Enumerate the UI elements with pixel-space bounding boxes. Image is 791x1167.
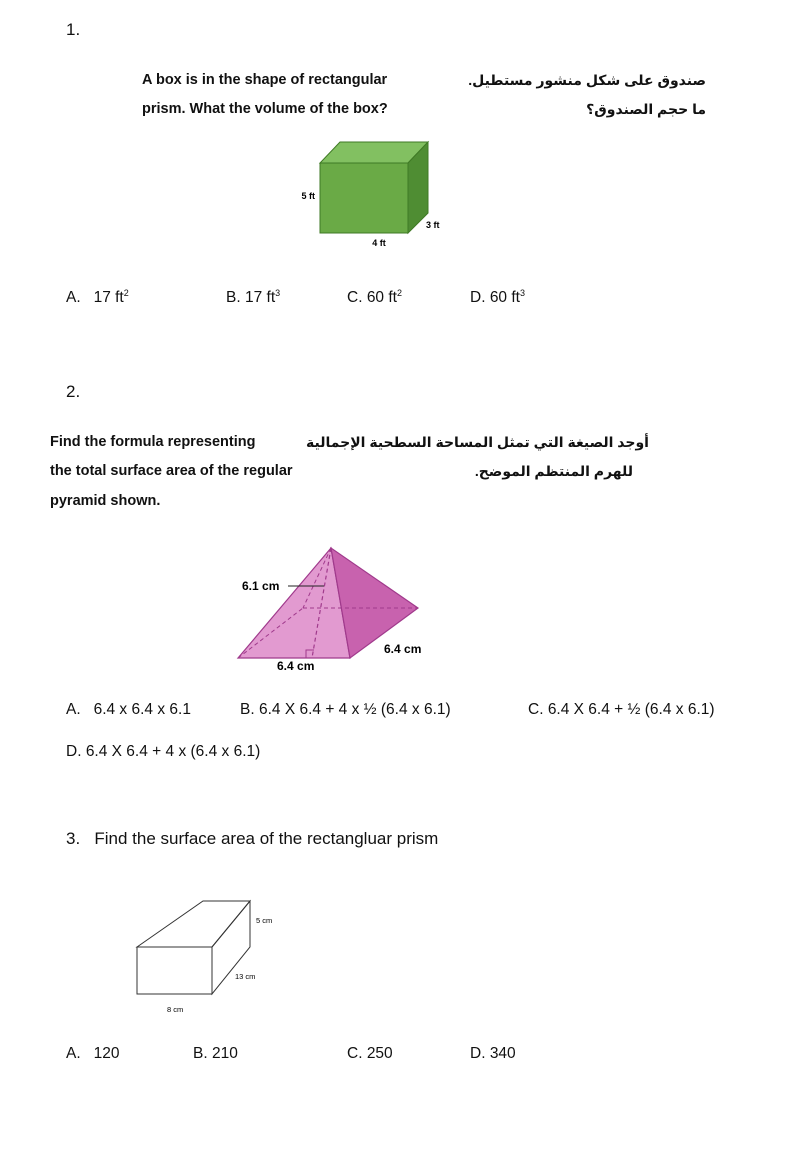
choice-value: 60 ft (489, 289, 520, 306)
choice-letter: A. (66, 1045, 81, 1062)
question-1-prompt-ar-line2: ما حجم الصندوق؟ (586, 101, 706, 117)
question-1-box-figure (300, 135, 450, 255)
question-3-prompt: Find the surface area of the rectangluar prism (94, 829, 439, 848)
question-3-choice-c[interactable] (347, 1045, 393, 1063)
pyramid-base-label: 6.4 cm (277, 659, 315, 673)
question-3-choice-d[interactable] (470, 1045, 516, 1063)
question-1-prompt-en-line2: prism. What the volume of the box? (142, 101, 388, 117)
choice-value: 120 (93, 1045, 120, 1062)
question-2-prompt-ar-line1: أوجد الصيغة التي تمثل المساحة السطحية الإجمالية (306, 434, 649, 450)
question-2-prompt-en-line2: the total surface area of the regular (50, 463, 293, 479)
choice-value: 60 ft (366, 289, 397, 306)
choice-text: 6.4 x 6.4 x 6.1 (93, 701, 191, 718)
pyramid-front-face (238, 548, 350, 658)
choice-exponent: 2 (396, 287, 402, 298)
question-2-choice-b[interactable] (240, 701, 451, 719)
box-width-label: 4 ft (372, 238, 386, 248)
prism-top-face (137, 901, 250, 947)
question-3-prism-figure (125, 893, 300, 1021)
choice-letter: A. (66, 701, 81, 718)
prism-width-label: 8 cm (167, 1005, 184, 1014)
choice-value: 340 (489, 1045, 516, 1062)
choice-letter: D. (470, 289, 486, 306)
question-3-heading (66, 829, 438, 849)
choice-value: 17 ft (93, 289, 124, 306)
prism-front-face (137, 947, 212, 994)
question-2-choice-a[interactable] (66, 701, 191, 719)
choice-value: 17 ft (244, 289, 276, 306)
choice-letter: C. (347, 289, 363, 306)
question-2-choice-c[interactable] (528, 701, 715, 719)
question-2-choice-d[interactable] (66, 743, 260, 761)
choice-text: 6.4 X 6.4 + ½ (6.4 x 6.1) (547, 701, 715, 718)
question-2-prompt-en-line1: Find the formula representing (50, 434, 256, 450)
question-2-pyramid-figure (230, 540, 440, 675)
choice-text: 6.4 X 6.4 + 4 x (6.4 x 6.1) (85, 743, 261, 760)
box-depth-label: 3 ft (426, 220, 440, 230)
question-1-prompt-en-line1: A box is in the shape of rectangular (142, 72, 388, 88)
choice-value: 250 (366, 1045, 393, 1062)
question-2-number: 2. (66, 382, 81, 401)
box-front-face (320, 163, 408, 233)
choice-letter: D. (66, 743, 82, 760)
question-2-prompt-ar-line2: للهرم المنتظم الموضح. (474, 463, 633, 479)
box-height-label: 5 ft (301, 191, 315, 201)
question-1-prompt-ar-line1: صندوق على شكل منشور مستطيل. (468, 72, 706, 88)
question-1-choice-d[interactable] (470, 289, 525, 307)
choice-exponent: 3 (275, 287, 281, 298)
choice-letter: D. (470, 1045, 486, 1062)
question-1-choice-b[interactable] (226, 289, 280, 307)
question-2-prompt-en-line3: pyramid shown. (50, 493, 161, 509)
pyramid-side-label: 6.4 cm (384, 642, 422, 656)
prism-depth-label: 13 cm (235, 972, 256, 981)
choice-letter: A. (66, 289, 81, 306)
question-1-choice-c[interactable] (347, 289, 402, 307)
choice-letter: B. (193, 1045, 208, 1062)
choice-letter: B. (226, 289, 241, 306)
choice-letter: B. (240, 701, 255, 718)
pyramid-slant-label: 6.1 cm (242, 579, 280, 593)
choice-exponent: 3 (519, 287, 525, 298)
question-3-choice-b[interactable] (193, 1045, 238, 1063)
question-3-choice-a[interactable] (66, 1045, 119, 1063)
choice-text: 6.4 X 6.4 + 4 x ½ (6.4 x 6.1) (258, 701, 451, 718)
choice-letter: C. (347, 1045, 363, 1062)
choice-letter: C. (528, 701, 544, 718)
question-1-number: 1. (66, 20, 81, 39)
prism-height-label: 5 cm (256, 916, 273, 925)
choice-exponent: 2 (123, 287, 129, 298)
choice-value: 210 (211, 1045, 238, 1062)
question-3-number: 3. (66, 829, 81, 848)
question-1-choice-a[interactable] (66, 289, 129, 307)
